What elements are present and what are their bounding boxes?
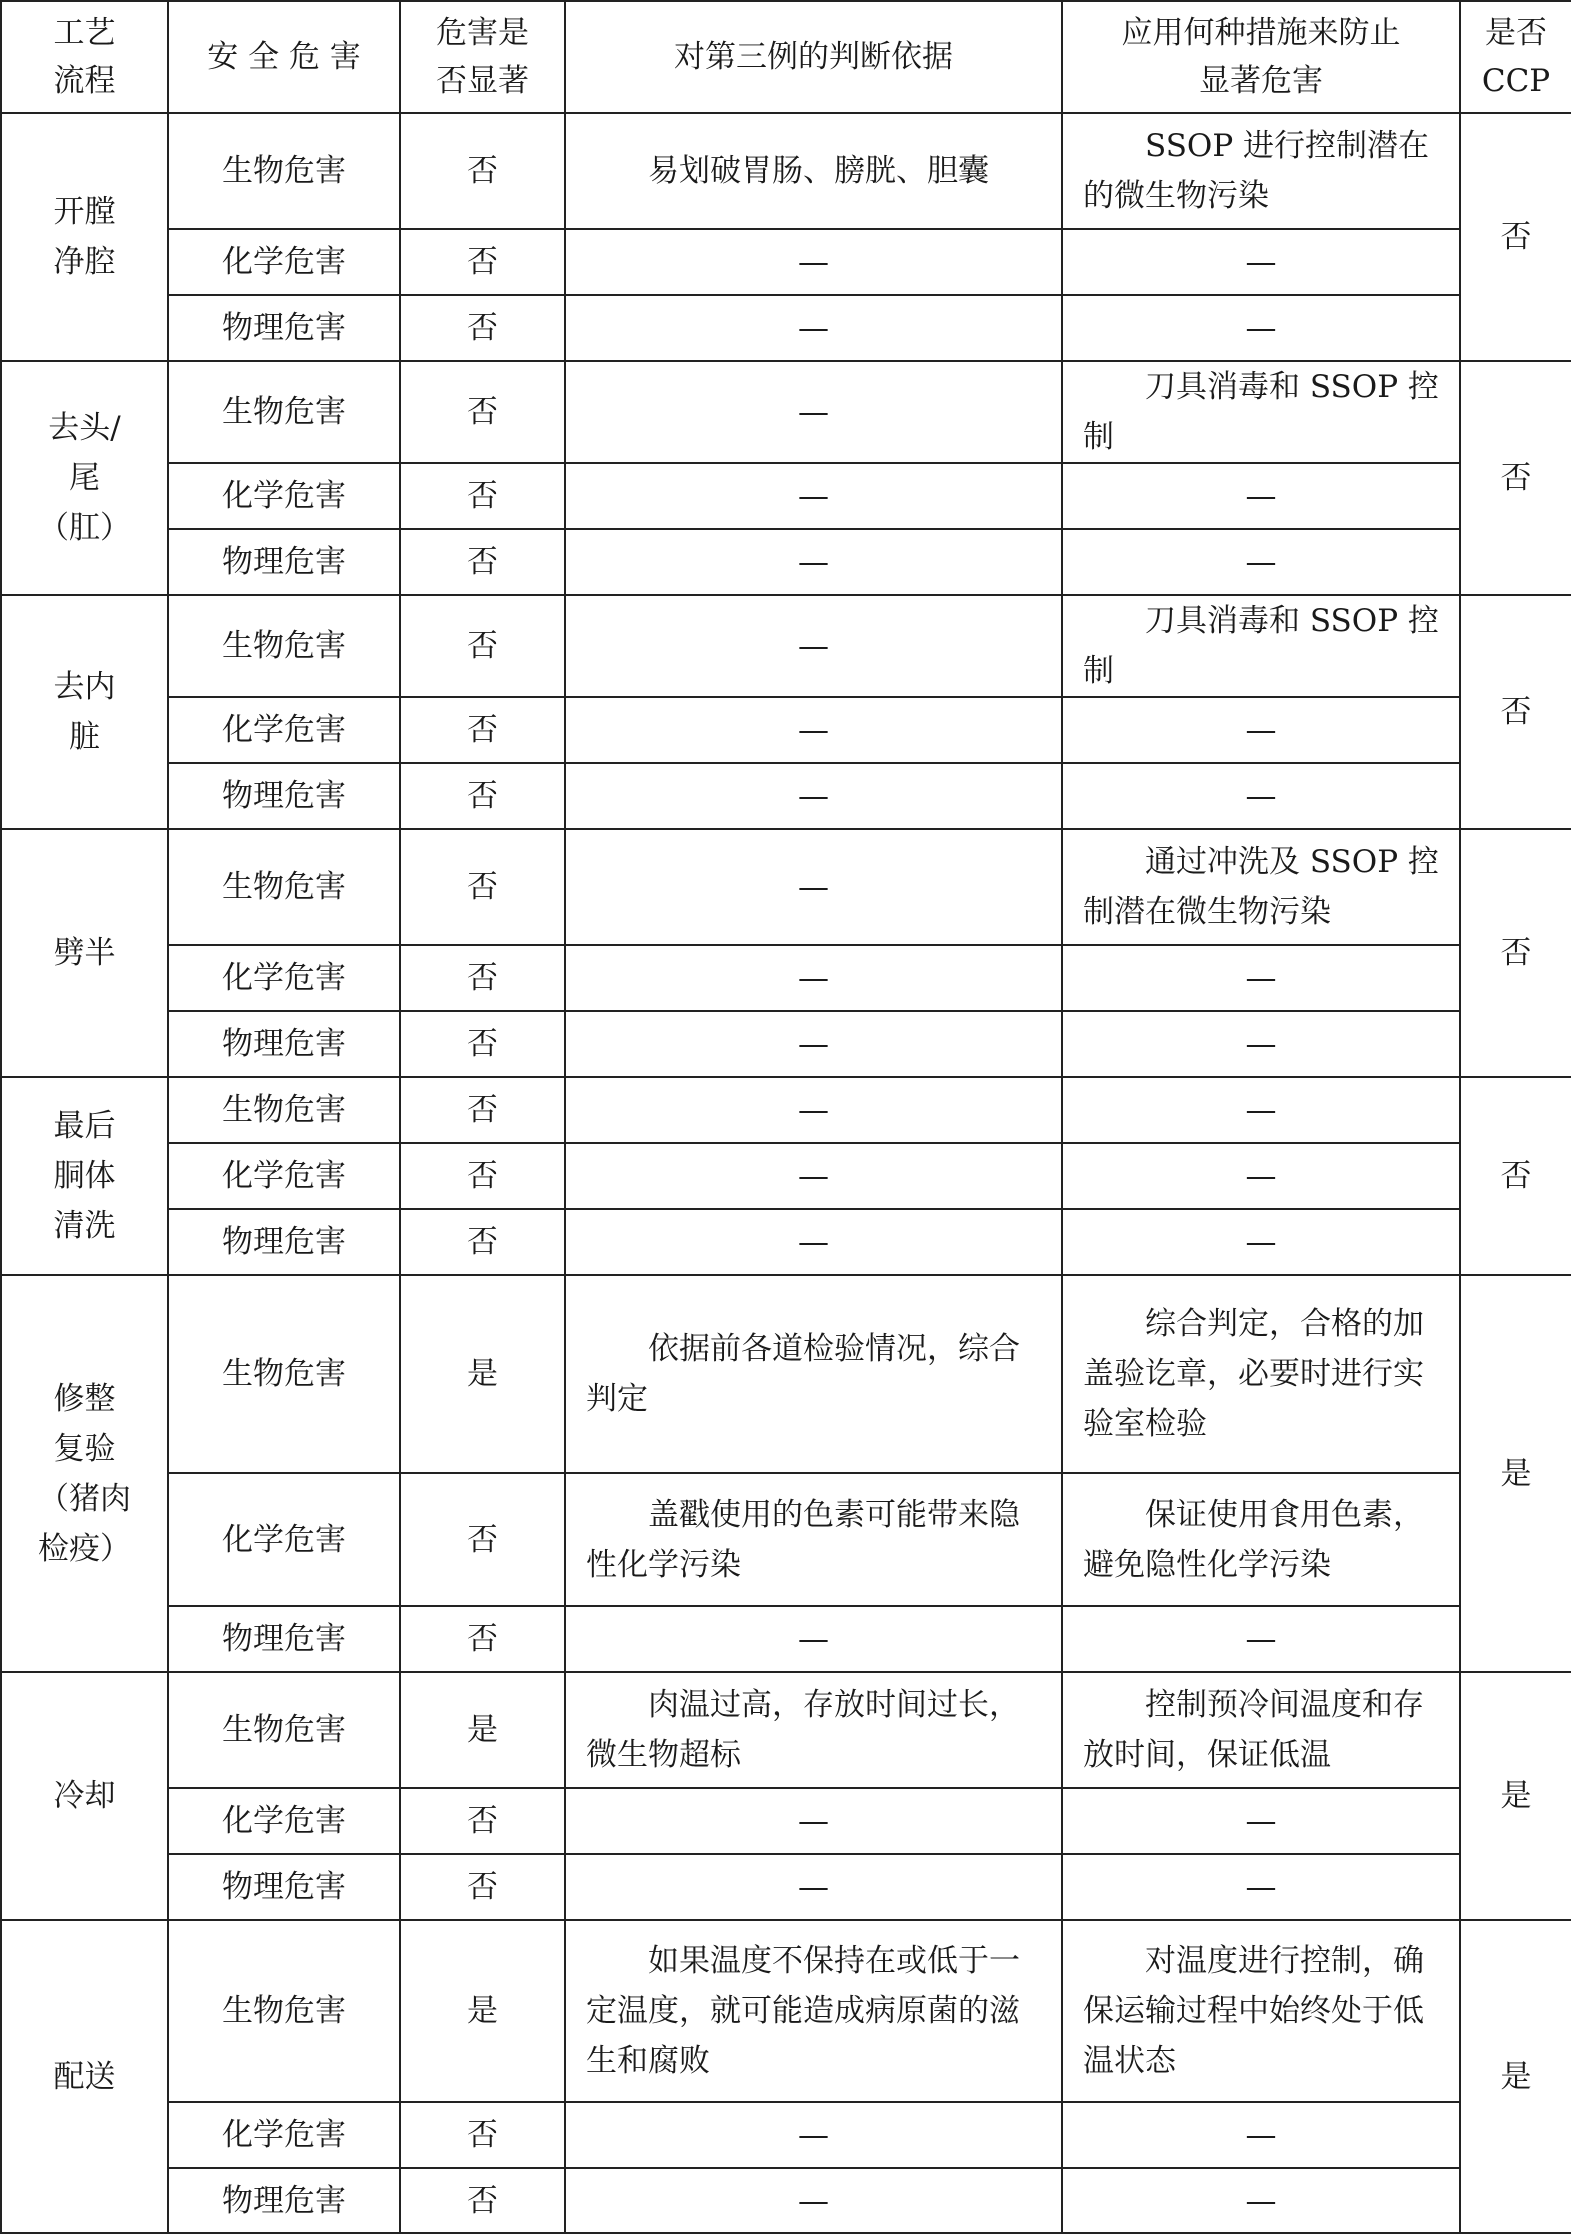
process-step-name xyxy=(1,595,168,829)
table-row xyxy=(1,595,1571,697)
judgement-basis xyxy=(565,1077,1062,1143)
table-row xyxy=(1,1606,1571,1672)
judgement-basis xyxy=(565,1854,1062,1920)
process-step-line: 净腔 xyxy=(53,244,116,280)
process-step-line: 胴体 xyxy=(53,1158,116,1194)
hazard-significant: 否 xyxy=(400,1854,565,1920)
hazard-type: 化学危害 xyxy=(168,1788,400,1854)
preventive-measure-text: — xyxy=(1245,1026,1277,1062)
hazard-type: 生物危害 xyxy=(168,829,400,945)
judgement-basis-text: — xyxy=(798,960,829,996)
preventive-measure xyxy=(1062,1473,1460,1606)
preventive-measure xyxy=(1062,1854,1460,1920)
preventive-measure-text: — xyxy=(1245,1869,1277,1905)
header-basis: 对第三例的判断依据 xyxy=(565,1,1062,113)
judgement-basis-text: — xyxy=(798,310,829,346)
judgement-basis-text: 盖戳使用的色素可能带来隐性化学污染 xyxy=(586,1496,1020,1583)
table-row xyxy=(1,829,1571,945)
preventive-measure-text: — xyxy=(1245,2117,1277,2153)
preventive-measure xyxy=(1062,463,1460,529)
judgement-basis-text: — xyxy=(798,2117,829,2153)
hazard-significant: 否 xyxy=(400,1606,565,1672)
process-step-line: 最后 xyxy=(53,1108,116,1144)
table-row xyxy=(1,1473,1571,1606)
table-row xyxy=(1,1143,1571,1209)
process-step-line: 复验 xyxy=(53,1430,116,1467)
hazard-significant: 否 xyxy=(400,697,565,763)
judgement-basis-text: — xyxy=(798,2182,829,2219)
hazard-type: 生物危害 xyxy=(168,361,400,463)
table-row xyxy=(1,1011,1571,1077)
preventive-measure-text: — xyxy=(1245,478,1277,514)
preventive-measure xyxy=(1062,1143,1460,1209)
process-step-line: 尾 xyxy=(69,460,100,496)
process-step-line: 脏 xyxy=(69,719,100,755)
process-step-line: 配送 xyxy=(53,2058,116,2095)
judgement-basis xyxy=(565,595,1062,697)
judgement-basis xyxy=(565,1011,1062,1077)
judgement-basis xyxy=(565,763,1062,829)
hazard-significant: 否 xyxy=(400,763,565,829)
process-step-name xyxy=(1,113,168,361)
preventive-measure xyxy=(1062,1606,1460,1672)
hazard-type: 生物危害 xyxy=(168,1920,400,2102)
judgement-basis-text: — xyxy=(798,1092,829,1128)
judgement-basis-text: — xyxy=(798,1158,829,1194)
judgement-basis-text: — xyxy=(798,1026,829,1062)
table-row xyxy=(1,1788,1571,1854)
preventive-measure-text: 保证使用食用色素，避免隐性化学污染 xyxy=(1083,1496,1424,1583)
hazard-significant: 否 xyxy=(400,1011,565,1077)
hazard-significant: 否 xyxy=(400,1473,565,1606)
hazard-type: 化学危害 xyxy=(168,229,400,295)
judgement-basis-text: — xyxy=(798,869,829,905)
hazard-type: 物理危害 xyxy=(168,2168,400,2233)
hazard-type: 生物危害 xyxy=(168,113,400,229)
judgement-basis-text: — xyxy=(798,1621,829,1657)
judgement-basis xyxy=(565,945,1062,1011)
preventive-measure-text: 对温度进行控制，确保运输过程中始终处于低温状态 xyxy=(1083,1943,1424,2079)
preventive-measure-text: 刀具消毒和 SSOP 控制 xyxy=(1083,369,1439,455)
hazard-significant: 是 xyxy=(400,1920,565,2102)
preventive-measure-text: — xyxy=(1245,960,1277,996)
judgement-basis xyxy=(565,1672,1062,1788)
hazard-type: 生物危害 xyxy=(168,1275,400,1473)
judgement-basis-text: — xyxy=(798,478,829,514)
hazard-significant: 否 xyxy=(400,229,565,295)
header-hazard: 安 全 危 害 xyxy=(168,1,400,113)
preventive-measure-text: — xyxy=(1245,2182,1277,2219)
header-row xyxy=(1,1,1571,113)
preventive-measure xyxy=(1062,945,1460,1011)
header-process: 工艺 流程 xyxy=(1,1,168,113)
preventive-measure xyxy=(1062,1275,1460,1473)
preventive-measure-text: — xyxy=(1245,310,1277,346)
preventive-measure xyxy=(1062,361,1460,463)
judgement-basis-text: 如果温度不保持在或低于一定温度，就可能造成病原菌的滋生和腐败 xyxy=(586,1943,1020,2079)
preventive-measure-text: — xyxy=(1245,1092,1277,1128)
hazard-significant: 否 xyxy=(400,361,565,463)
judgement-basis-text: 依据前各道检验情况，综合判定 xyxy=(586,1331,1020,1417)
preventive-measure xyxy=(1062,529,1460,595)
judgement-basis-text: 易划破胃肠、膀胱、胆囊 xyxy=(648,153,989,189)
preventive-measure-text: — xyxy=(1245,778,1277,814)
hazard-significant: 否 xyxy=(400,945,565,1011)
header-measures: 应用何种措施来防止 显著危害 xyxy=(1062,1,1460,113)
table-row xyxy=(1,697,1571,763)
hazard-significant: 否 xyxy=(400,2168,565,2233)
ccp-status: 否 xyxy=(1460,113,1571,361)
hazard-type: 化学危害 xyxy=(168,697,400,763)
judgement-basis xyxy=(565,1920,1062,2102)
judgement-basis-text: — xyxy=(798,628,829,664)
hazard-significant: 否 xyxy=(400,1077,565,1143)
hazard-significant: 否 xyxy=(400,295,565,361)
preventive-measure-text: — xyxy=(1245,712,1277,748)
hazard-significant: 否 xyxy=(400,595,565,697)
process-step-name xyxy=(1,361,168,595)
process-step-name xyxy=(1,1672,168,1920)
judgement-basis-text: 肉温过高，存放时间过长，微生物超标 xyxy=(586,1687,1020,1773)
hazard-type: 物理危害 xyxy=(168,1854,400,1920)
judgement-basis xyxy=(565,697,1062,763)
process-step-name xyxy=(1,1077,168,1275)
hazard-significant: 否 xyxy=(400,1143,565,1209)
ccp-status: 是 xyxy=(1460,1672,1571,1920)
preventive-measure xyxy=(1062,763,1460,829)
table-row xyxy=(1,295,1571,361)
judgement-basis-text: — xyxy=(798,1803,829,1839)
hazard-type: 物理危害 xyxy=(168,529,400,595)
process-step-line: 清洗 xyxy=(53,1208,116,1244)
table-row xyxy=(1,1275,1571,1473)
hazard-type: 化学危害 xyxy=(168,945,400,1011)
judgement-basis xyxy=(565,2168,1062,2233)
judgement-basis-text: — xyxy=(798,1224,829,1260)
table-row xyxy=(1,945,1571,1011)
hazard-type: 物理危害 xyxy=(168,1209,400,1275)
table-row xyxy=(1,1854,1571,1920)
ccp-status: 否 xyxy=(1460,1077,1571,1275)
process-step-line: 修整 xyxy=(53,1380,116,1417)
judgement-basis xyxy=(565,361,1062,463)
table-row xyxy=(1,361,1571,463)
preventive-measure-text: — xyxy=(1245,1621,1277,1657)
preventive-measure-text: 通过冲洗及 SSOP 控制潜在微生物污染 xyxy=(1083,844,1439,930)
hazard-significant: 否 xyxy=(400,113,565,229)
process-step-name xyxy=(1,1275,168,1672)
preventive-measure xyxy=(1062,595,1460,697)
ccp-status: 是 xyxy=(1460,1920,1571,2233)
table-row xyxy=(1,463,1571,529)
judgement-basis xyxy=(565,1606,1062,1672)
judgement-basis xyxy=(565,1275,1062,1473)
ccp-status: 是 xyxy=(1460,1275,1571,1672)
table-row xyxy=(1,2168,1571,2233)
hazard-type: 物理危害 xyxy=(168,295,400,361)
judgement-basis-text: — xyxy=(798,394,829,430)
judgement-basis xyxy=(565,1209,1062,1275)
judgement-basis-text: — xyxy=(798,712,829,748)
table-row xyxy=(1,1209,1571,1275)
process-step-line: 去内 xyxy=(53,669,116,705)
judgement-basis xyxy=(565,1788,1062,1854)
table-row xyxy=(1,763,1571,829)
ccp-status: 否 xyxy=(1460,595,1571,829)
process-step-line: 冷却 xyxy=(53,1778,116,1814)
preventive-measure xyxy=(1062,2102,1460,2168)
preventive-measure-text: — xyxy=(1245,244,1277,280)
preventive-measure xyxy=(1062,2168,1460,2233)
judgement-basis xyxy=(565,1143,1062,1209)
judgement-basis-text: — xyxy=(798,778,829,814)
ccp-status: 否 xyxy=(1460,361,1571,595)
table-row xyxy=(1,1077,1571,1143)
hazard-significant: 否 xyxy=(400,463,565,529)
table-row xyxy=(1,113,1571,229)
judgement-basis xyxy=(565,295,1062,361)
preventive-measure-text: — xyxy=(1245,544,1277,580)
table-row xyxy=(1,2102,1571,2168)
hazard-type: 化学危害 xyxy=(168,2102,400,2168)
preventive-measure xyxy=(1062,1788,1460,1854)
process-step-line: 去头/ xyxy=(48,410,121,446)
process-step-line: （肛） xyxy=(38,510,131,546)
hazard-significant: 是 xyxy=(400,1672,565,1788)
table-row xyxy=(1,229,1571,295)
header-significant: 危害是 否显著 xyxy=(400,1,565,113)
hazard-type: 化学危害 xyxy=(168,1143,400,1209)
hazard-significant: 否 xyxy=(400,1788,565,1854)
preventive-measure-text: SSOP 进行控制潜在的微生物污染 xyxy=(1083,128,1430,214)
preventive-measure xyxy=(1062,829,1460,945)
hazard-type: 生物危害 xyxy=(168,1077,400,1143)
process-step-line: 检疫） xyxy=(38,1530,131,1567)
process-step-line: 劈半 xyxy=(53,935,116,971)
judgement-basis-text: — xyxy=(798,1869,829,1905)
header-ccp: 是否 CCP xyxy=(1460,1,1571,113)
table-row xyxy=(1,529,1571,595)
process-step-line: 开膛 xyxy=(53,194,116,230)
preventive-measure-text: — xyxy=(1245,1158,1277,1194)
preventive-measure xyxy=(1062,1672,1460,1788)
preventive-measure-text: — xyxy=(1245,1224,1277,1260)
judgement-basis xyxy=(565,1473,1062,1606)
table-row xyxy=(1,1920,1571,2102)
preventive-measure xyxy=(1062,295,1460,361)
preventive-measure xyxy=(1062,229,1460,295)
preventive-measure xyxy=(1062,697,1460,763)
hazard-significant: 否 xyxy=(400,529,565,595)
process-step-name xyxy=(1,829,168,1077)
hazard-type: 生物危害 xyxy=(168,1672,400,1788)
judgement-basis-text: — xyxy=(798,244,829,280)
hazard-significant: 否 xyxy=(400,829,565,945)
preventive-measure xyxy=(1062,1209,1460,1275)
hazard-type: 物理危害 xyxy=(168,1011,400,1077)
preventive-measure-text: 刀具消毒和 SSOP 控制 xyxy=(1083,603,1439,689)
preventive-measure-text: — xyxy=(1245,1803,1277,1839)
hazard-type: 化学危害 xyxy=(168,463,400,529)
preventive-measure xyxy=(1062,1011,1460,1077)
preventive-measure xyxy=(1062,1077,1460,1143)
process-step-name xyxy=(1,1920,168,2233)
hazard-significant: 否 xyxy=(400,2102,565,2168)
hazard-type: 物理危害 xyxy=(168,763,400,829)
preventive-measure-text: 综合判定，合格的加盖验讫章，必要时进行实验室检验 xyxy=(1083,1306,1424,1442)
ccp-status: 否 xyxy=(1460,829,1571,1077)
preventive-measure xyxy=(1062,1920,1460,2102)
judgement-basis xyxy=(565,463,1062,529)
judgement-basis xyxy=(565,529,1062,595)
judgement-basis xyxy=(565,113,1062,229)
table-row xyxy=(1,1672,1571,1788)
judgement-basis-text: — xyxy=(798,544,829,580)
hazard-type: 生物危害 xyxy=(168,595,400,697)
process-step-line: （猪肉 xyxy=(38,1480,131,1517)
judgement-basis xyxy=(565,2102,1062,2168)
judgement-basis xyxy=(565,829,1062,945)
hazard-significant: 否 xyxy=(400,1209,565,1275)
hazard-type: 化学危害 xyxy=(168,1473,400,1606)
preventive-measure-text: 控制预冷间温度和存放时间，保证低温 xyxy=(1083,1687,1424,1773)
hazard-type: 物理危害 xyxy=(168,1606,400,1672)
preventive-measure xyxy=(1062,113,1460,229)
hazard-significant: 是 xyxy=(400,1275,565,1473)
judgement-basis xyxy=(565,229,1062,295)
